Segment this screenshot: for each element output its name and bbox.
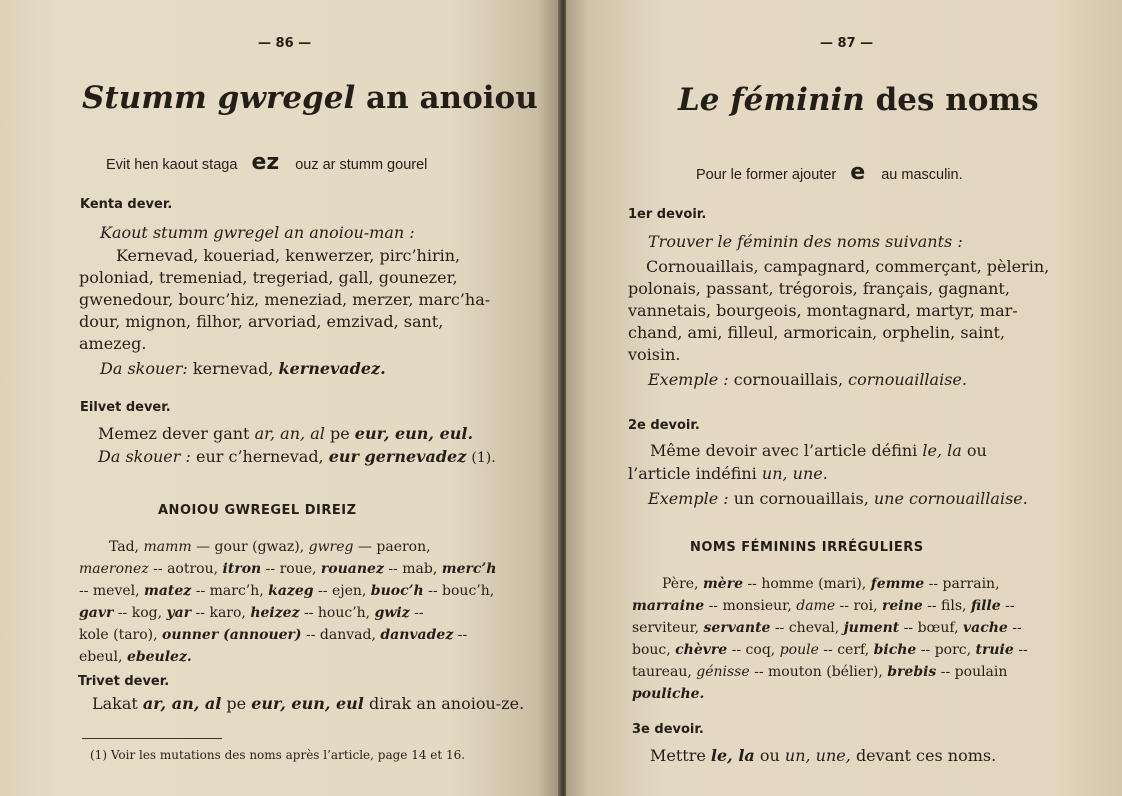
irregular-word: ebeul, xyxy=(79,649,127,665)
irregular-word: -- roue, xyxy=(261,561,321,577)
irregular-word: -- bœuf, xyxy=(899,620,963,636)
irregular-word: -- karo, xyxy=(191,605,251,621)
irregular-word: -- xyxy=(1000,598,1015,614)
irregular-line xyxy=(632,684,704,704)
text-segment: ar, an, al xyxy=(254,424,325,443)
rule-line xyxy=(106,150,427,175)
irregular-word: dame xyxy=(796,598,836,614)
text-segment: Même devoir avec l’article défini xyxy=(650,441,918,460)
irregular-word: kole (taro), xyxy=(79,627,163,643)
text-segment: ar, an, al xyxy=(142,694,222,713)
irregular-word: -- homme (mari), xyxy=(742,576,871,592)
exercise-3-heading: Trivet dever. xyxy=(78,674,170,689)
irregular-word: brebis xyxy=(887,664,937,680)
page-title xyxy=(82,80,538,116)
irregular-word: truie xyxy=(975,642,1014,658)
irregular-word: reine xyxy=(881,598,923,614)
irregular-word: -- houc’h, xyxy=(299,605,375,621)
text-segment: Memez dever gant xyxy=(98,424,250,443)
exercise-2-example xyxy=(98,446,496,468)
exercise-3-line xyxy=(92,693,524,714)
example-word: kernevad, xyxy=(192,359,274,378)
rule-text-after: ouz ar stumm gourel xyxy=(295,157,428,173)
exercise-3-line xyxy=(650,745,996,766)
example-word: eur c’hernevad, xyxy=(195,447,324,466)
irregular-word: rouanez xyxy=(320,561,384,577)
text-segment: Mettre xyxy=(650,746,706,765)
text-segment: le, la xyxy=(922,441,962,460)
word-line: voisin. xyxy=(628,345,681,364)
irregular-word: buoc’h xyxy=(370,583,424,599)
exercise-2-example xyxy=(648,488,1028,509)
irregular-word: -- roi, xyxy=(835,598,882,614)
irregular-word: gavr xyxy=(79,605,114,621)
irregular-word: matez xyxy=(144,583,192,599)
irregular-word: Tad, xyxy=(109,539,144,555)
irregular-word: merc’h xyxy=(441,561,497,577)
irregular-word: kazeg xyxy=(268,583,314,599)
irregular-word: vache xyxy=(963,620,1008,636)
irregular-word: ebeulez. xyxy=(126,649,192,665)
text-segment: un, une, xyxy=(784,746,851,765)
page-title xyxy=(678,82,1039,118)
exercise-1-example xyxy=(100,358,386,379)
example-word: un cornouaillais, xyxy=(733,489,869,508)
word-line: vannetais, bourgeois, montagnard, martyr, mar- xyxy=(628,301,1018,320)
irregular-line xyxy=(632,596,1015,616)
exercise-1-example xyxy=(648,369,967,390)
irregular-line xyxy=(632,640,1028,660)
irregular-word: marraine xyxy=(632,598,705,614)
example-label: Da skouer: xyxy=(100,359,188,378)
right-page xyxy=(566,0,1122,796)
irregular-word: -- xyxy=(1013,642,1028,658)
title-italic: Stumm gwregel xyxy=(82,80,356,116)
text-segment: pe xyxy=(329,424,350,443)
rule-text-after: au masculin. xyxy=(881,167,963,183)
irregular-word: heizez xyxy=(250,605,300,621)
irregular-word: — gour (gwaz), xyxy=(191,539,309,555)
irregular-word: jument xyxy=(843,620,900,636)
example-answer: une cornouaillaise. xyxy=(873,489,1028,508)
irregular-word: itron xyxy=(222,561,262,577)
irregular-word: -- xyxy=(1007,620,1022,636)
irregular-word: -- coq, xyxy=(727,642,780,658)
example-label: Exemple : xyxy=(648,370,729,389)
word-line: Cornouaillais, campagnard, commerçant, pèlerin, xyxy=(646,257,1050,276)
irregular-word: biche xyxy=(873,642,917,658)
word-line: dour, mignon, filhor, arvoriad, emzivad, sant, xyxy=(79,312,444,331)
text-segment: eur, eun, eul xyxy=(251,694,364,713)
exercise-1-heading: Kenta dever. xyxy=(80,197,173,212)
text-segment: l’article indéfini xyxy=(628,464,757,483)
irregular-line xyxy=(79,559,496,579)
title-italic: Le féminin xyxy=(678,82,865,118)
word-line: amezeg. xyxy=(79,334,147,353)
text-segment: devant ces noms. xyxy=(855,746,997,765)
irregular-word: taureau, xyxy=(632,664,697,680)
irregular-line xyxy=(109,537,431,557)
text-segment: Lakat xyxy=(92,694,138,713)
irregular-word: -- porc, xyxy=(916,642,976,658)
irregular-word: mamm xyxy=(143,539,192,555)
word-line: polonais, passant, trégorois, français, gagnant, xyxy=(628,279,1010,298)
title-plain: an anoiou xyxy=(366,80,538,116)
word-line: poloniad, tremeniad, tregeriad, gall, gounezer, xyxy=(79,268,458,287)
irregular-word: génisse xyxy=(696,664,750,680)
irregular-word: poule xyxy=(779,642,819,658)
exercise-2-heading: Eilvet dever. xyxy=(80,400,171,415)
section-heading: NOMS FÉMININS IRRÉGULIERS xyxy=(690,540,924,555)
irregular-word: pouliche. xyxy=(632,686,705,702)
section-heading: ANOIOU GWREGEL DIREIZ xyxy=(158,503,357,518)
irregular-word: fille xyxy=(970,598,1001,614)
footnote-divider xyxy=(82,738,222,739)
irregular-word: -- xyxy=(453,627,468,643)
footnote-reference: (1). xyxy=(471,450,496,466)
irregular-word: -- parrain, xyxy=(924,576,1000,592)
irregular-word: -- aotrou, xyxy=(148,561,223,577)
rule-line xyxy=(696,160,963,185)
text-segment: ou xyxy=(759,746,780,765)
exercise-2-line xyxy=(650,440,987,461)
word-line: Kernevad, koueriad, kenwerzer, pirc’hirin, xyxy=(116,246,461,265)
example-label: Exemple : xyxy=(648,489,729,508)
text-segment: dirak an anoiou-ze. xyxy=(368,694,525,713)
irregular-word: chèvre xyxy=(675,642,728,658)
example-answer: kernevadez. xyxy=(278,359,386,378)
rule-text-before: Pour le former ajouter xyxy=(696,167,837,183)
irregular-word: — paeron, xyxy=(353,539,431,555)
irregular-line xyxy=(79,647,192,667)
word-line: chand, ami, filleul, armoricain, orphelin, saint, xyxy=(628,323,1006,342)
example-answer: cornouaillaise. xyxy=(848,370,967,389)
word-line: gwenedour, bourc’hiz, meneziad, merzer, marc’ha- xyxy=(79,290,491,309)
rule-text-before: Evit hen kaout staga xyxy=(106,157,238,173)
irregular-word: ounner (annouer) xyxy=(162,627,302,643)
irregular-word: -- bouc’h, xyxy=(423,583,495,599)
irregular-word: -- poulain xyxy=(936,664,1008,680)
irregular-word: -- kog, xyxy=(113,605,167,621)
rule-letter: e xyxy=(850,160,866,185)
exercise-1-heading: 1er devoir. xyxy=(628,207,707,222)
exercise-2-heading: 2e devoir. xyxy=(628,418,700,433)
irregular-word: servante xyxy=(703,620,771,636)
irregular-word: bouc, xyxy=(632,642,676,658)
irregular-word: yar xyxy=(166,605,192,621)
example-label: Da skouer : xyxy=(98,447,191,466)
irregular-word: femme xyxy=(870,576,925,592)
irregular-word: gwreg xyxy=(308,539,354,555)
irregular-line xyxy=(79,603,424,623)
exercise-2-line xyxy=(628,463,828,484)
irregular-word: -- mab, xyxy=(383,561,442,577)
irregular-word: danvadez xyxy=(380,627,454,643)
irregular-line xyxy=(79,581,494,601)
exercise-1-instruction: Kaout stumm gwregel an anoiou-man : xyxy=(100,223,415,242)
exercise-2-line xyxy=(98,423,473,444)
irregular-word: Père, xyxy=(662,576,703,592)
irregular-line xyxy=(662,574,1000,594)
example-answer: eur gernevadez xyxy=(328,447,467,466)
irregular-word: -- marc’h, xyxy=(191,583,269,599)
text-segment: un, une. xyxy=(761,464,828,483)
irregular-word: serviteur, xyxy=(632,620,704,636)
irregular-line xyxy=(79,625,467,645)
irregular-word: -- mouton (bélier), xyxy=(749,664,888,680)
example-word: cornouaillais, xyxy=(733,370,844,389)
irregular-word: -- xyxy=(409,605,424,621)
title-plain: des noms xyxy=(875,82,1039,118)
irregular-word: gwiz xyxy=(374,605,410,621)
text-segment: eur, eun, eul. xyxy=(354,424,474,443)
irregular-word: mère xyxy=(702,576,743,592)
text-segment: le, la xyxy=(710,746,755,765)
irregular-word: -- cerf, xyxy=(818,642,874,658)
irregular-word: -- fils, xyxy=(922,598,971,614)
irregular-word: -- cheval, xyxy=(770,620,844,636)
text-segment: ou xyxy=(966,441,987,460)
irregular-word: maeronez xyxy=(79,561,149,577)
irregular-line xyxy=(632,662,1007,682)
irregular-line xyxy=(632,618,1022,638)
irregular-word: -- monsieur, xyxy=(704,598,797,614)
rule-letter: ez xyxy=(251,150,280,175)
irregular-word: -- mevel, xyxy=(79,583,145,599)
text-segment: pe xyxy=(226,694,247,713)
exercise-3-heading: 3e devoir. xyxy=(632,722,704,737)
left-page xyxy=(0,0,560,796)
exercise-1-instruction: Trouver le féminin des noms suivants : xyxy=(648,232,963,251)
page-number: — 87 — xyxy=(820,36,874,51)
irregular-word: -- ejen, xyxy=(313,583,371,599)
irregular-word: -- danvad, xyxy=(301,627,381,643)
page-number: — 86 — xyxy=(258,36,312,51)
footnote: (1) Voir les mutations des noms après l’article, page 14 et 16. xyxy=(90,748,466,762)
